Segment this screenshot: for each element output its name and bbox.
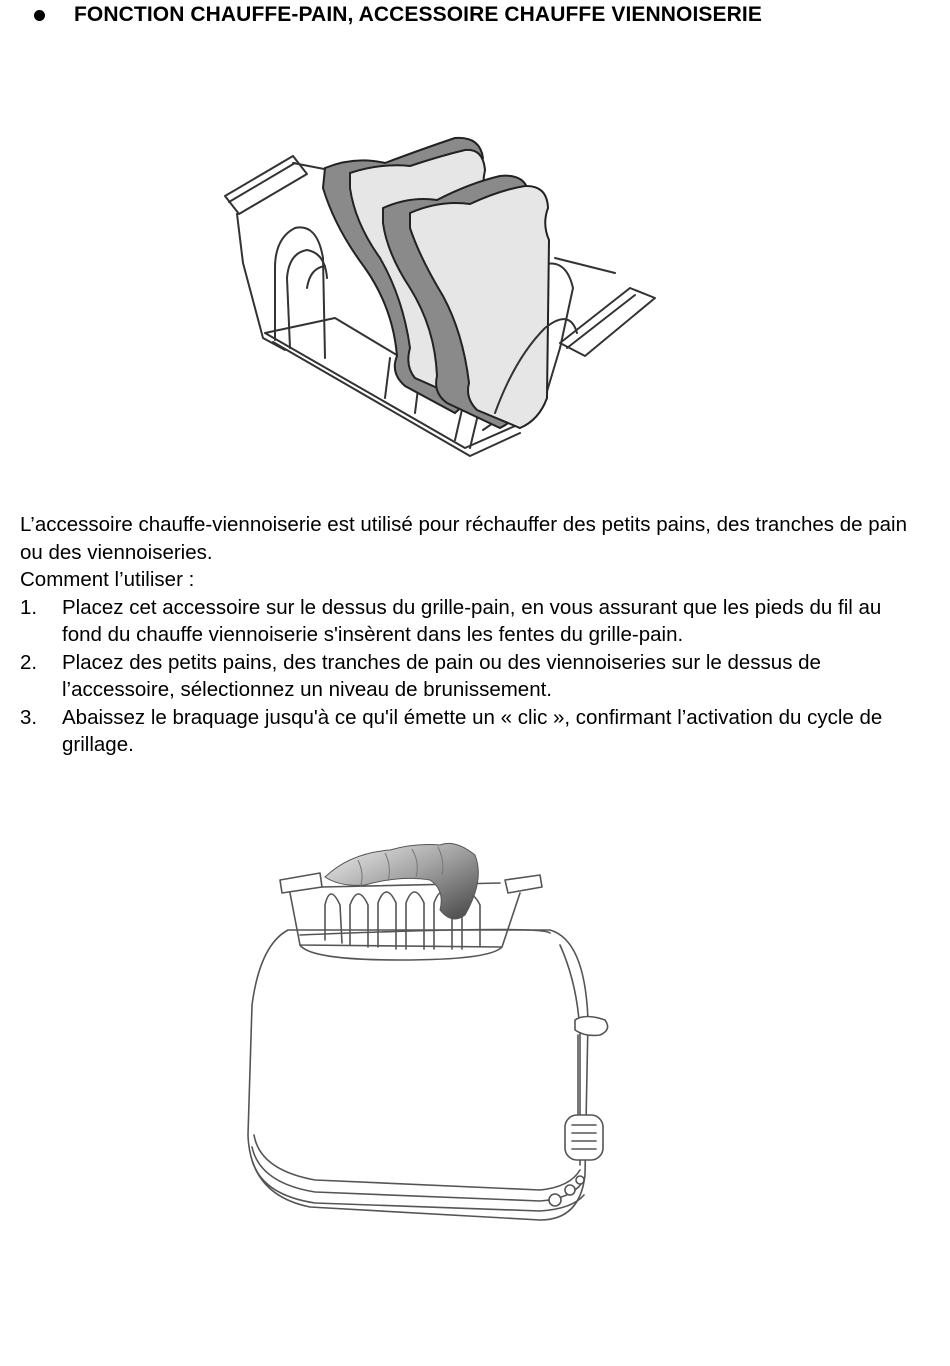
list-item <box>20 704 920 759</box>
step-number: 1. <box>20 595 38 619</box>
section-heading <box>34 3 762 27</box>
intro-paragraph: L’accessoire chauffe-viennoiserie est utilisé pour réchauffer des petits pains, des tranches de pain ou des viennoiseries. <box>20 513 907 564</box>
step-number: 2. <box>20 650 38 674</box>
list-item <box>20 649 920 704</box>
heading-text: FONCTION CHAUFFE-PAIN, ACCESSOIRE CHAUFFE VIENNOISERIE <box>74 3 762 26</box>
steps-list <box>20 594 920 759</box>
bullet-icon <box>34 10 45 21</box>
bread-warming-rack-illustration <box>215 128 665 463</box>
list-item <box>20 594 920 649</box>
instructions-block <box>20 511 920 759</box>
toaster-croissant-illustration <box>240 835 620 1235</box>
step-text: Placez cet accessoire sur le dessus du grille-pain, en vous assurant que les pieds du fil au fond du chauffe viennoiserie s'insèrent dans les fentes du grille-pain. <box>62 595 882 646</box>
step-number: 3. <box>20 705 38 729</box>
how-to-label: Comment l’utiliser : <box>20 568 195 591</box>
step-text: Placez des petits pains, des tranches de pain ou des viennoiseries sur le dessus de l’accessoire, sélectionnez un niveau de brunissement. <box>62 650 821 701</box>
step-text: Abaissez le braquage jusqu'à ce qu'il émette un « clic », confirmant l’activation du cycle de grillage. <box>62 705 883 756</box>
